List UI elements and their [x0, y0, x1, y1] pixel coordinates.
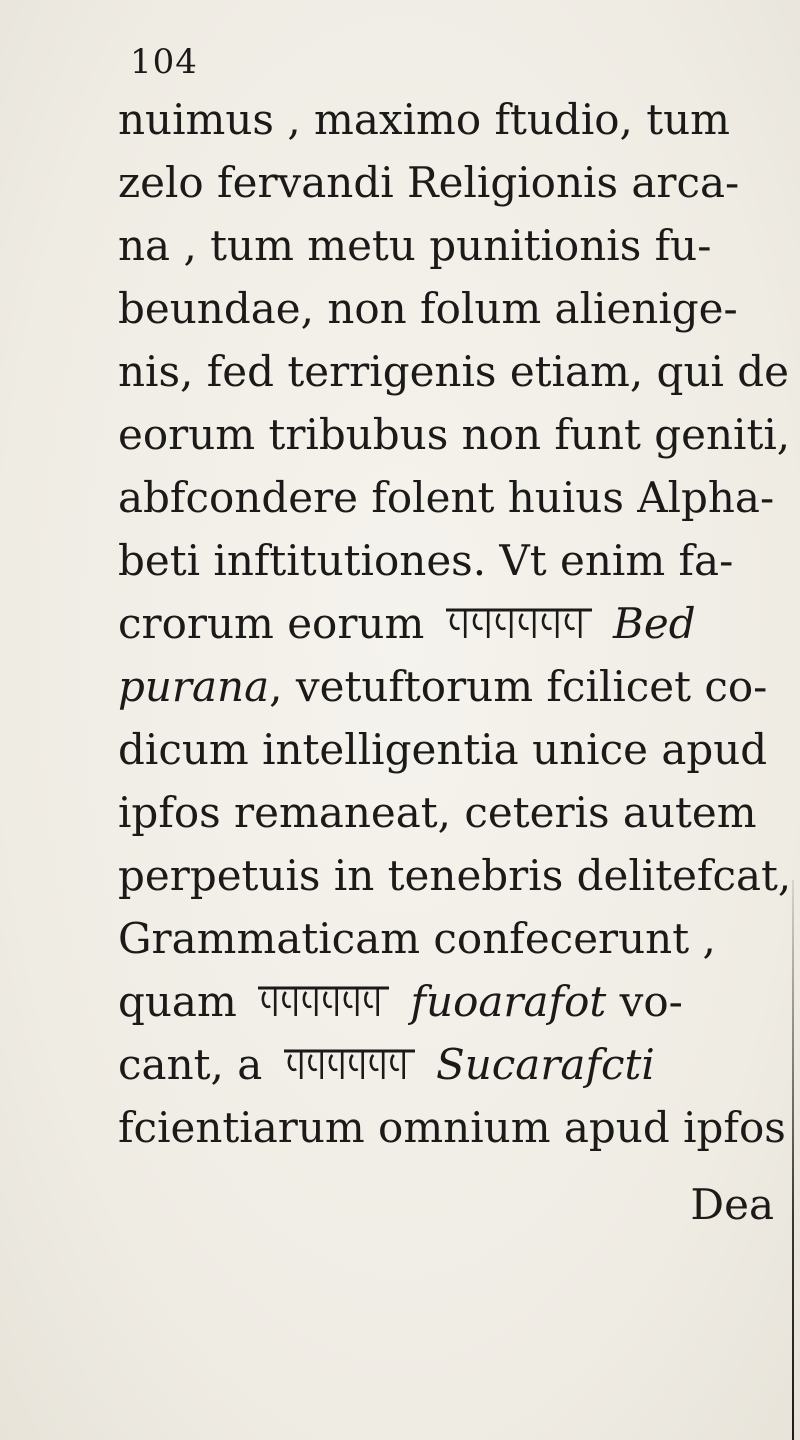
line-text: nuimus , maximo ftudio, tum	[118, 95, 730, 144]
text-line	[118, 88, 798, 151]
line-text: perpetuis in tenebris delitefcat,	[118, 851, 792, 900]
line-text: , vetuftorum fcilicet co-	[269, 662, 768, 711]
line-text: eorum tribubus non funt geniti,	[118, 410, 791, 459]
text-line	[118, 529, 798, 592]
text-line	[118, 592, 798, 655]
text-line	[118, 844, 798, 907]
line-text: cant, a	[118, 1040, 276, 1089]
line-text: crorum eorum	[118, 599, 438, 648]
text-line	[118, 277, 798, 340]
devanagari-word-suoarasoti	[282, 1037, 417, 1100]
page-edge-shadow	[792, 880, 794, 1440]
text-line	[118, 403, 798, 466]
text-line	[118, 781, 798, 844]
page-number: 104	[130, 42, 198, 82]
text-line	[118, 970, 798, 1033]
line-text: vo-	[606, 977, 683, 1026]
line-text: quam	[118, 977, 251, 1026]
catchword: Dea	[690, 1180, 774, 1229]
text-line	[118, 214, 798, 277]
line-text: beundae, non folum alienige-	[118, 284, 738, 333]
text-line	[118, 1033, 798, 1096]
italic-transliteration: fuoarafot	[397, 977, 607, 1026]
text-line	[118, 151, 798, 214]
line-text: Grammaticam confecerunt ,	[118, 914, 716, 963]
line-text: dicum intelligentia unice apud	[118, 725, 768, 774]
text-line	[118, 1096, 798, 1159]
line-text: beti inftitutiones. Vt enim fa-	[118, 536, 734, 585]
italic-transliteration: Sucarafcti	[422, 1040, 655, 1089]
line-text: abfcondere folent huius Alpha-	[118, 473, 775, 522]
text-line	[118, 718, 798, 781]
text-line	[118, 466, 798, 529]
text-line	[118, 340, 798, 403]
italic-transliteration: Bed	[599, 599, 696, 648]
line-text: fcientiarum omnium apud ipfos	[118, 1103, 786, 1152]
line-text: ipfos remaneat, ceteris autem	[118, 788, 757, 837]
text-line	[118, 907, 798, 970]
devanagari-word-suoarasot	[256, 974, 391, 1037]
line-text: nis, fed terrigenis etiam, qui de	[118, 347, 790, 396]
line-text: zelo fervandi Religionis arca-	[118, 158, 740, 207]
italic-transliteration: purana	[118, 662, 270, 711]
latin-text-block	[118, 88, 798, 1236]
devanagari-word-bedpurana	[444, 596, 594, 659]
line-text: na , tum metu punitionis fu-	[118, 221, 712, 270]
text-line	[118, 655, 798, 718]
